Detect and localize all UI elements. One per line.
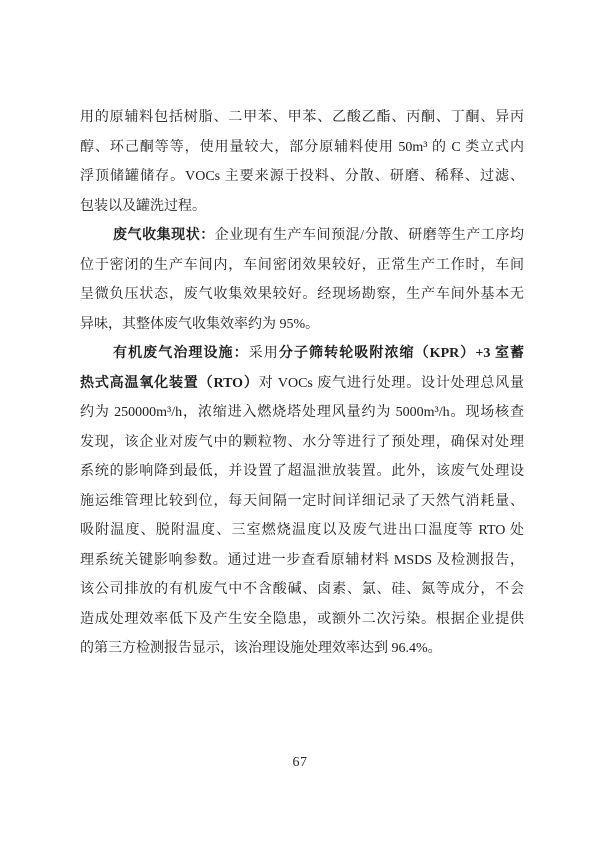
- text-segment: 发现，该企业对废气中的颗粒物、水分等进行了预处理，确保对处理: [80, 434, 524, 450]
- text-segment: 的第三方检测报告显示，该治理设施处理效率达到 96.4%。: [80, 641, 442, 656]
- text-line: [80, 605, 524, 635]
- text-segment: 采用: [248, 346, 279, 361]
- text-line: [80, 398, 524, 428]
- text-line: [80, 369, 524, 399]
- text-segment: 施运维管理比较到位，每天间隔一定时间详细记录了天然气消耗量、: [80, 493, 524, 509]
- bold-text-segment: 废气收集现状：: [113, 228, 215, 243]
- text-segment: 包装以及罐洗过程。: [80, 198, 206, 214]
- text-segment: 醇、环己酮等等，使用量较大，部分原辅料使用 50m³ 的 C 类立式内: [80, 139, 524, 155]
- text-line: [80, 310, 524, 340]
- text-line: [80, 280, 524, 310]
- text-line: [80, 575, 524, 605]
- text-segment: 用的原辅料包括树脂、二甲苯、甲苯、乙酸乙酯、丙酮、丁酮、异丙: [80, 110, 524, 125]
- text-line: [80, 487, 524, 517]
- document-text-block: [80, 103, 524, 664]
- text-segment: 造成处理效率低下及产生安全隐患，或额外二次污染。根据企业提供: [80, 611, 524, 627]
- text-segment: 系统的影响降到最低，并设置了超温泄放装置。此外，该废气处理设: [80, 464, 524, 479]
- paragraph-2: [80, 221, 524, 339]
- bold-text-segment: 有机废气治理设施：: [113, 346, 249, 361]
- bold-text-segment: 分子筛转轮吸附浓缩（KPR）+3 室蓄: [278, 346, 524, 361]
- text-segment: 位于密闭的生产车间内，车间密闭效果较好，正常生产工作时，车间: [80, 257, 524, 273]
- text-segment: 约为 250000m³/h，浓缩进入燃烧塔处理风量约为 5000m³/h。现场核查: [80, 405, 524, 420]
- text-segment: 异味，其整体废气收集效率约为 95%。: [80, 316, 320, 332]
- text-segment: 吸附温度、脱附温度、三室燃烧温度以及废气进出口温度等 RTO 处: [80, 523, 524, 538]
- text-line: [80, 162, 524, 192]
- text-line: [80, 103, 524, 133]
- text-line: [80, 221, 524, 251]
- text-line: [80, 428, 524, 458]
- text-segment: 理系统关键影响参数。通过进一步查看原辅材料 MSDS 及检测报告，: [80, 552, 524, 568]
- text-line: [80, 546, 524, 576]
- text-segment: 企业现有生产车间预混/分散、研磨等生产工序均: [214, 228, 524, 243]
- paragraph-3: [80, 339, 524, 664]
- bold-text-segment: 热式高温氧化装置（RTO）: [80, 375, 259, 391]
- page-number: 67: [292, 755, 308, 770]
- text-line: [80, 339, 524, 369]
- text-line: [80, 192, 524, 222]
- text-segment: 呈微负压状态，废气收集效果较好。经现场勘察，生产车间外基本无: [80, 287, 524, 302]
- text-segment: 该公司排放的有机废气中不含酸碱、卤素、氯、硅、氮等成分，不会: [80, 582, 524, 597]
- text-line: [80, 516, 524, 546]
- text-segment: 浮顶储罐储存。VOCs 主要来源于投料、分散、研磨、稀释、过滤、: [80, 169, 524, 184]
- text-line: [80, 133, 524, 163]
- paragraph-1: [80, 103, 524, 221]
- text-segment: 对 VOCs 废气进行处理。设计处理总风量: [258, 375, 524, 391]
- text-line: [80, 634, 524, 664]
- text-line: [80, 457, 524, 487]
- text-line: [80, 251, 524, 281]
